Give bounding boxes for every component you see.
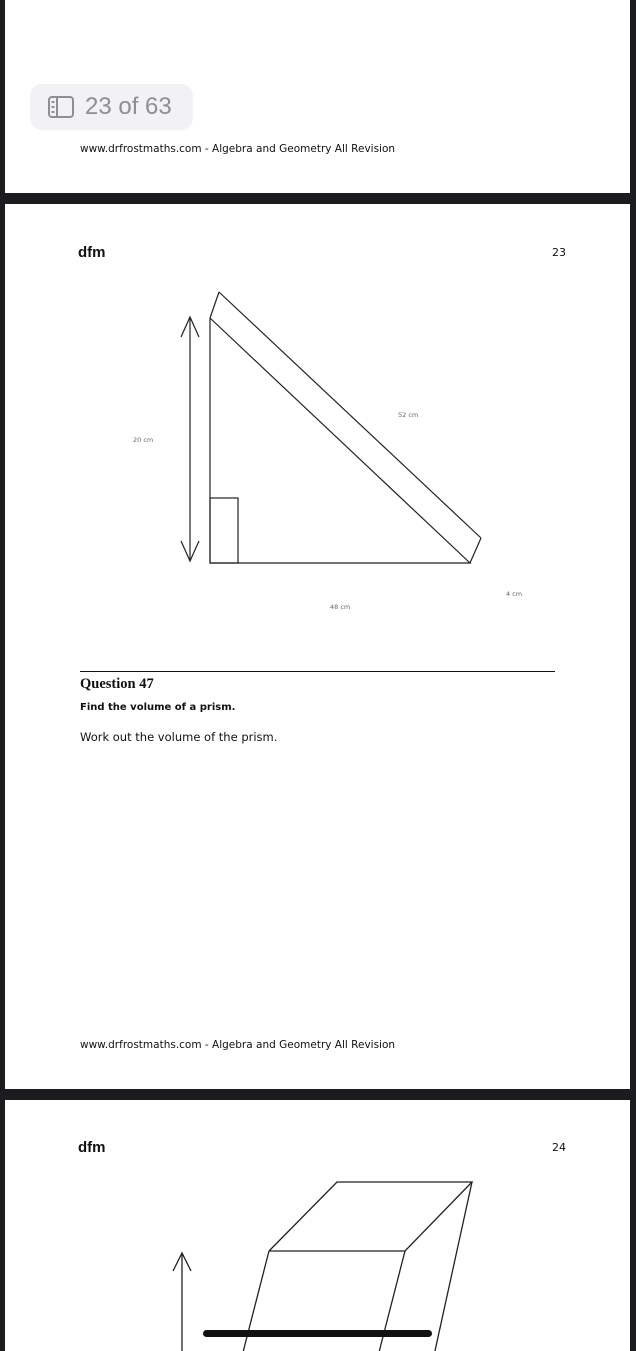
page-footer: www.drfrostmaths.com - Algebra and Geometry All Revision — [80, 143, 396, 155]
page-counter-pill[interactable] — [30, 84, 193, 130]
question-subtitle: Find the volume of a prism. — [80, 702, 236, 713]
pdf-page-24 — [5, 1100, 630, 1351]
height-label: 20 cm — [133, 436, 154, 444]
page-header-logo: dfm — [78, 1139, 106, 1156]
home-indicator[interactable] — [203, 1330, 432, 1337]
hypotenuse-label: 52 cm — [398, 411, 419, 419]
base-label: 48 cm — [330, 603, 351, 611]
question-body: Work out the volume of the prism. — [80, 730, 278, 744]
triangle-front-face — [210, 318, 470, 563]
page-number: 23 — [552, 246, 566, 259]
depth-label: 4 cm — [506, 590, 523, 598]
page-number: 24 — [552, 1141, 566, 1154]
pdf-page-22 — [5, 0, 630, 193]
page-footer: www.drfrostmaths.com - Algebra and Geometry All Revision — [80, 1039, 396, 1051]
prism-depth-edge-bottom — [470, 538, 481, 563]
prism-right-edge — [433, 1182, 472, 1351]
parallelogram-prism-diagram — [5, 1100, 630, 1351]
right-angle-marker — [210, 498, 238, 563]
page-header-logo: dfm — [78, 244, 106, 261]
question-divider — [80, 671, 555, 672]
question-title: Question 47 — [80, 676, 154, 692]
prism-slant-edge — [219, 292, 481, 538]
thumbnail-sidebar-icon — [48, 96, 74, 118]
pdf-page-23 — [5, 204, 630, 1089]
prism-depth-edge-top — [210, 292, 219, 318]
page-counter-text: 23 of 63 — [85, 93, 172, 120]
prism-top-face — [269, 1182, 472, 1251]
triangular-prism-diagram — [5, 204, 630, 624]
